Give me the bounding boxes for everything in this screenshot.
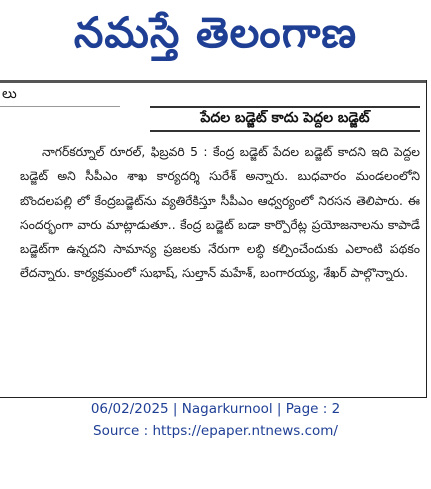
headline-box [150,106,420,132]
source-link[interactable]: Source : https://epaper.ntnews.com/ [93,423,338,439]
clipping-edge [0,80,426,83]
article-headline: పేదల బడ్జెట్ కాదు పెద్దల బడ్జెట్ [200,109,370,126]
masthead [0,0,431,76]
article-clipping [0,80,427,398]
edition-info: 06/02/2025 | Nagarkurnool | Page : 2 [90,401,341,417]
footer [0,398,431,442]
article-body [20,140,420,286]
article-paragraph: నాగర్‌కర్నూల్ రూరల్, ఫిబ్రవరి 5 : కేంద్ర బడ్జెట్ పేదల బడ్జెట్ కాదని ఇది పెద్దల బడ్జెట్ అని సీపీఎం శాఖ కార్యదర్శి సురేశ్ అన్నారు. బుధవారం మండలంలోని బొందలపల్లి లో కేంద్రబడ్జెట్‌ను వ్యతిరేకిస్తూ సీపీఎం ఆధ్వర్యంలో నిరసన తెలిపారు. ఈ సందర్భంగా వారు మాట్లాడుతూ.. కేంద్ర బడ్జెట్ బడా కార్పొరేట్ల ప్రయోజనాలను కాపాడే బడ్జెట్‌గా ఉన్నదని సామాన్య ప్రజలకు నేరుగా లబ్ధి కల్పించేందుకు ఎలాంటి పథకం లేదన్నారు. కార్యక్రమంలో సుభాష్, సుల్తాన్ మహేశ్, బంగారయ్య, శేఖర్ పాల్గొన్నారు. [20,145,420,281]
newspaper-title: నమస్తే తెలంగాణ [73,8,358,57]
column-divider [0,106,120,107]
adjacent-article-fragment: లు [2,86,17,102]
